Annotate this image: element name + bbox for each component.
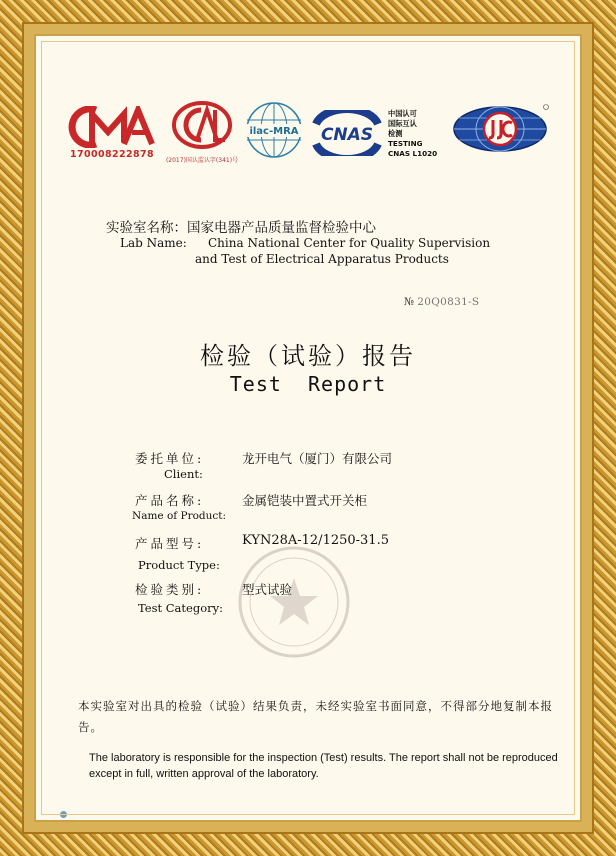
- disclaimer-en: The laboratory is responsible for the inspection (Test) results. The report shall not be reproduced except in full, written approval of the laboratory.: [89, 752, 558, 780]
- product-name-label-cn: 产品名称:: [135, 493, 205, 508]
- cma-number: 170008222878: [69, 149, 155, 160]
- ilac-text: ilac-MRA: [249, 126, 299, 137]
- cnas-text: CNAS: [320, 125, 374, 145]
- lab-name-en-label: Lab Name:: [120, 236, 187, 250]
- cnas-description: [388, 109, 437, 159]
- cma-logo: [66, 106, 158, 160]
- cnas-line: 国际互认: [388, 119, 417, 128]
- cnas-line: TESTING: [388, 139, 423, 148]
- client-label-en: Client:: [164, 467, 203, 481]
- lab-name-en-line2: and Test of Electrical Apparatus Products: [195, 252, 449, 266]
- jjc-globe-logo: [450, 104, 550, 158]
- cnas-icon: [310, 110, 384, 156]
- seal-stamp-icon: [234, 542, 354, 662]
- cnas-line: 检测: [388, 129, 403, 138]
- cal-logo: [162, 100, 242, 164]
- product-type-label-cn: 产品型号:: [135, 536, 205, 551]
- test-category-label-cn: 检验类别:: [135, 582, 205, 597]
- jjc-globe-icon: [450, 104, 550, 154]
- product-name-label-en: Name of Product:: [132, 510, 227, 522]
- product-type-value: KYN28A-12/1250-31.5: [242, 533, 389, 548]
- cnas-line: 中国认可: [388, 109, 417, 118]
- report-number-value: 20Q0831-S: [417, 296, 480, 308]
- test-category-label-en: Test Category:: [138, 601, 223, 615]
- cnas-line: CNAS L1020: [388, 149, 438, 158]
- title-cn: 检验（试验）报告: [200, 342, 416, 370]
- cal-subtext: (2017)国认监认字(341)号: [165, 157, 239, 164]
- certificate-page: [36, 36, 580, 820]
- disclaimer-cn: 本实验室对出具的检验（试验）结果负责，未经实验室书面同意，不得部分地复制本报告。: [78, 699, 553, 734]
- client-label-cn: 委托单位:: [135, 451, 205, 466]
- report-number-prefix: №: [404, 296, 414, 308]
- lab-name-cn: [106, 216, 376, 236]
- product-type-label-en: Product Type:: [138, 558, 220, 572]
- certificate-paper: [34, 34, 582, 822]
- lab-name-cn-label: 实验室名称：: [106, 220, 187, 236]
- ilac-globe-icon: [242, 100, 306, 160]
- product-name-value: 金属铠装中置式开关柜: [242, 493, 368, 508]
- corner-dot: [60, 811, 67, 818]
- lab-name-cn-value: 国家电器产品质量监督检验中心: [187, 220, 376, 236]
- ilac-mra-logo: [242, 100, 306, 164]
- cma-icon: [66, 106, 158, 148]
- gold-frame-mid: [22, 22, 594, 834]
- lab-name-en-line1: China National Center for Quality Supervision: [208, 236, 491, 250]
- test-category-value: 型式试验: [242, 582, 293, 597]
- report-number: [404, 296, 479, 308]
- cal-icon: [171, 100, 233, 150]
- cnas-logo: [310, 110, 384, 160]
- client-value: 龙开电气（厦门）有限公司: [242, 451, 393, 466]
- title-en: Test Report: [229, 372, 387, 396]
